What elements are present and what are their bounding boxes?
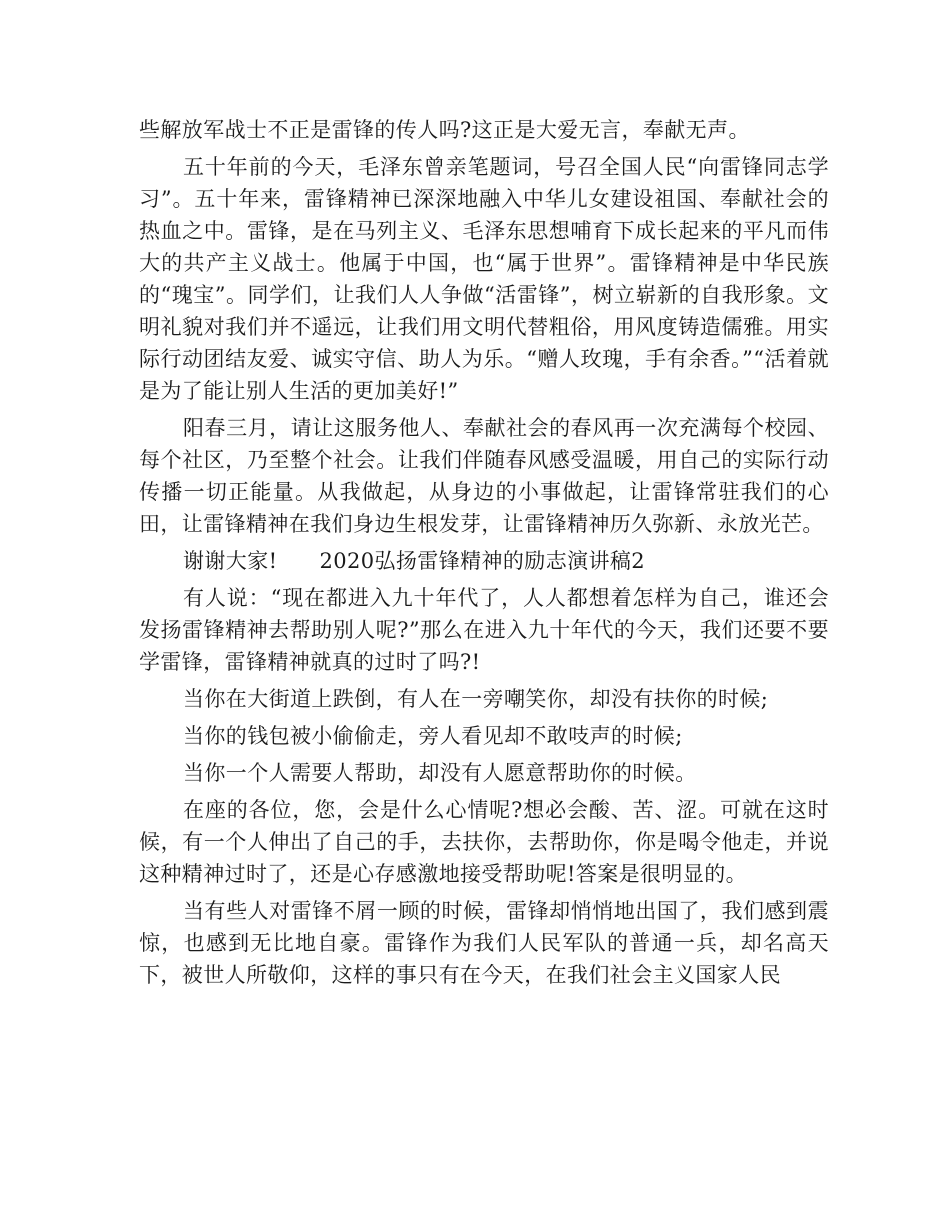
section-title: 2020弘扬雷锋精神的励志演讲稿2 xyxy=(319,549,646,573)
closing-and-title-line xyxy=(139,545,829,577)
paragraph: 在座的各位，您，会是什么心情呢?想必会酸、苦、涩。可就在这时候，有一个人伸出了自己的手，去扶你，去帮助你，你是喝令他走，并说这种精神过时了，还是心存感激地接受帮助呢!答案是很明显的。 xyxy=(139,798,829,886)
paragraph: 阳春三月，请让这服务他人、奉献社会的春风再一次充满每个校园、每个社区，乃至整个社会。让我们伴随春风感受温暖，用自己的实际行动传播一切正能量。从我做起，从身边的小事做起，让雷锋常驻我们的心田，让雷锋精神在我们身边生根发芽，让雷锋精神历久弥新、永放光芒。 xyxy=(139,416,829,536)
paragraph: 当你一个人需要人帮助，却没有人愿意帮助你的时候。 xyxy=(183,761,697,785)
paragraph-continuation: 些解放军战士不正是雷锋的传人吗?这正是大爱无言，奉献无声。 xyxy=(139,118,750,142)
paragraph: 当你的钱包被小偷偷走，旁人看见却不敢吱声的时候; xyxy=(183,724,683,748)
closing-text: 谢谢大家! xyxy=(183,549,278,573)
paragraph: 当有些人对雷锋不屑一顾的时候，雷锋却悄悄地出国了，我们感到震惊，也感到无比地自豪。雷锋作为我们人民军队的普通一兵，却名高天下，被世人所敬仰，这样的事只有在今天，在我们社会主义国家人民 xyxy=(139,899,829,987)
paragraph: 当你在大街道上跌倒，有人在一旁嘲笑你，却没有扶你的时候; xyxy=(183,687,769,711)
paragraph: 五十年前的今天，毛泽东曾亲笔题词，号召全国人民“向雷锋同志学习”。五十年来，雷锋精神已深深地融入中华儿女建设祖国、奉献社会的热血之中。雷锋，是在马列主义、毛泽东思想哺育下成长起来的平凡而伟大的共产主义战士。他属于中国，也“属于世界”。雷锋精神是中华民族的“瑰宝”。同学们，让我们人人争做“活雷锋”，树立崭新的自我形象。文明礼貌对我们并不遥远，让我们用文明代替粗俗，用风度铸造儒雅。用实际行动团结友爱、诚实守信、助人为乐。“赠人玫瑰，手有余香。”“活着就是为了能让别人生活的更加美好!” xyxy=(139,155,829,403)
paragraph: 有人说：“现在都进入九十年代了，人人都想着怎样为自己，谁还会发扬雷锋精神去帮助别人呢?”那么在进入九十年代的今天，我们还要不要学雷锋，雷锋精神就真的过时了吗?! xyxy=(139,586,829,674)
document-body xyxy=(139,114,829,991)
